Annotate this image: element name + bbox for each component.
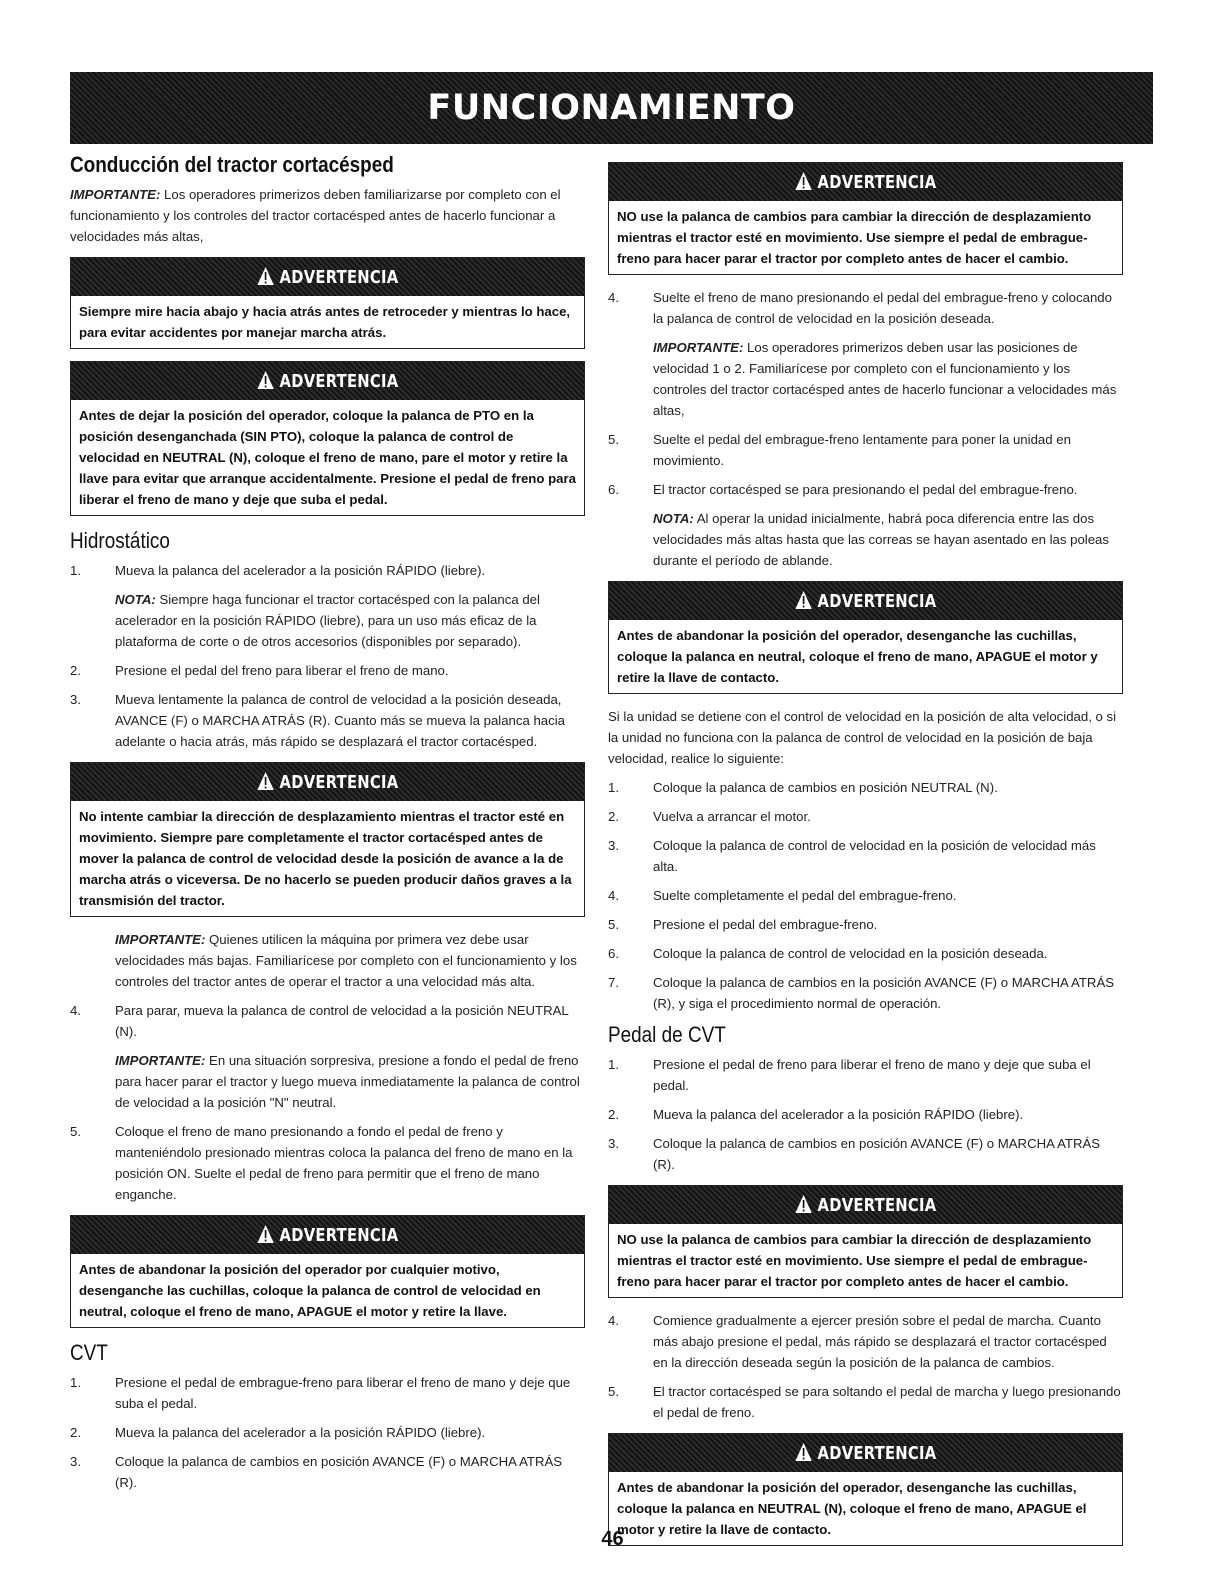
warning-header bbox=[609, 582, 1122, 620]
step-text: Presione el pedal de embrague-freno para liberar el freno de mano y deje que suba el pedal. bbox=[115, 1375, 571, 1411]
important-keyword: IMPORTANTE: bbox=[653, 340, 744, 355]
warning-title: ADVERTENCIA bbox=[279, 772, 399, 793]
warning-title: ADVERTENCIA bbox=[817, 1443, 937, 1464]
warning-title: ADVERTENCIA bbox=[817, 172, 937, 193]
step-text: Presione el pedal de freno para liberar el freno de mano y deje que suba el pedal. bbox=[653, 1057, 1091, 1093]
list-item: 1. Presione el pedal de freno para liberar el freno de mano y deje que suba el pedal. bbox=[608, 1054, 1123, 1096]
warning-title: ADVERTENCIA bbox=[817, 1195, 937, 1216]
note-text: Siempre haga funcionar el tractor cortacésped con la palanca del acelerador en la posición RÁPIDO (liebre), para un uso más eficaz de la plataforma de corte o de otros accesorios (disponibles por separado). bbox=[115, 592, 540, 649]
intro-text: Los operadores primerizos deben familiarizarse por completo con el funcionamiento y los controles del tractor cortacésped antes de hacerlo funcionar a velocidades más altas, bbox=[70, 187, 561, 244]
step-text: Mueva la palanca del acelerador a la posición RÁPIDO (liebre). bbox=[115, 563, 486, 578]
warning-header bbox=[71, 258, 584, 296]
warning-triangle-icon bbox=[257, 771, 275, 791]
note-text: Al operar la unidad inicialmente, habrá poca diferencia entre las dos velocidades más altas hasta que las correas se hayan asentado en las poleas durante el período de ablande. bbox=[653, 511, 1109, 568]
important-keyword: IMPORTANTE: bbox=[115, 1053, 206, 1068]
troubleshoot-paragraph: Si la unidad se detiene con el control de velocidad en la posición de alta velocidad, o si la unidad no funciona con la palanca de control de velocidad en la posición de baja velocidad, realice lo siguiente: bbox=[608, 709, 1117, 766]
warning-text: NO use la palanca de cambios para cambiar la dirección de desplazamiento mientras el tractor esté en movimiento. Use siempre el pedal de embrague-freno para hacer parar el tractor por completo antes de hacer el cambio. bbox=[617, 209, 1092, 266]
step-text: El tractor cortacésped se para soltando el pedal de marcha y luego presionando el pedal de freno. bbox=[653, 1384, 1121, 1420]
important-text: Los operadores primerizos deben usar las posiciones de velocidad 1 o 2. Familiarícese por completo con el funcionamiento y los controles del tractor cortacésped antes de hacerlo funcionar a velocidades más altas, bbox=[653, 340, 1117, 418]
list-item: 4. Suelte el freno de mano presionando el pedal del embrague-freno y colocando la palanca de control de velocidad en la posición deseada. bbox=[608, 287, 1123, 329]
step-text: Suelte el freno de mano presionando el pedal del embrague-freno y colocando la palanca de control de velocidad en la posición deseada. bbox=[653, 290, 1112, 326]
step-text: Coloque la palanca de cambios en la posición AVANCE (F) o MARCHA ATRÁS (R), y siga el procedimiento normal de operación. bbox=[653, 975, 1115, 1011]
warning-header bbox=[71, 763, 584, 801]
important-text: En una situación sorpresiva, presione a fondo el pedal de freno para hacer parar el tractor y luego mueva inmediatamente la palanca de control de velocidad a la posición "N" neutral. bbox=[115, 1053, 580, 1110]
warning-title: ADVERTENCIA bbox=[279, 267, 399, 288]
list-item: 4. Para parar, mueva la palanca de control de velocidad a la posición NEUTRAL (N). bbox=[70, 1000, 585, 1042]
important-text: Quienes utilicen la máquina por primera vez debe usar velocidades más bajas. Familiarícese por completo con el funcionamiento y los controles del tractor antes de operar el tractor a una velocidad más alta. bbox=[115, 932, 577, 989]
warning-header bbox=[609, 1186, 1122, 1224]
warning-text: Antes de abandonar la posición del operador, desenganche las cuchillas, coloque la palanca en neutral, coloque el freno de mano, APAGUE el motor y retire la llave de contacto. bbox=[617, 628, 1098, 685]
page-number: 46 bbox=[601, 1528, 624, 1550]
section-title-cvt: CVT bbox=[70, 1340, 108, 1365]
list-item: 2. Presione el pedal del freno para liberar el freno de mano. bbox=[70, 660, 585, 681]
warning-header bbox=[609, 163, 1122, 201]
page-header-title: FUNCIONAMIENTO bbox=[427, 88, 796, 128]
warning-box bbox=[70, 257, 585, 349]
warning-box bbox=[608, 581, 1123, 694]
section-title-hidrostatico: Hidrostático bbox=[70, 528, 170, 553]
list-item: 6. Coloque la palanca de control de velocidad en la posición deseada. bbox=[608, 943, 1123, 964]
warning-text: Antes de abandonar la posición del operador por cualquier motivo, desenganche las cuchillas, coloque la palanca de control de velocidad en neutral, coloque el freno de mano, APAGUE el motor y retire la llave. bbox=[79, 1262, 541, 1319]
list-item: 3. Mueva lentamente la palanca de control de velocidad a la posición deseada, AVANCE (F) o MARCHA ATRÁS (R). Cuanto más se mueva la palanca hacia adelante o hacia atrás, más rápido se desplazará el tractor cortacésped. bbox=[70, 689, 585, 752]
list-item: 1. Coloque la palanca de cambios en posición NEUTRAL (N). bbox=[608, 777, 1123, 798]
important-keyword: IMPORTANTE: bbox=[70, 187, 161, 202]
note-paragraph bbox=[115, 589, 585, 652]
warning-header bbox=[71, 362, 584, 400]
intro-paragraph bbox=[70, 184, 585, 247]
warning-text: No intente cambiar la dirección de desplazamiento mientras el tractor esté en movimiento. Siempre pare completamente el tractor cortacésped antes de mover la palanca de control de velocidad desde la posición de avance a la de marcha atrás o viceversa. De no hacerlo se pueden producir daños graves a la transmisión del tractor. bbox=[79, 809, 572, 908]
list-item: 1. Presione el pedal de embrague-freno para liberar el freno de mano y deje que suba el pedal. bbox=[70, 1372, 585, 1414]
step-text: Coloque la palanca de control de velocidad en la posición deseada. bbox=[653, 946, 1048, 961]
step-text: Coloque la palanca de cambios en posición NEUTRAL (N). bbox=[653, 780, 998, 795]
list-item: 2. Mueva la palanca del acelerador a la posición RÁPIDO (liebre). bbox=[70, 1422, 585, 1443]
step-text: Mueva la palanca del acelerador a la posición RÁPIDO (liebre). bbox=[653, 1107, 1024, 1122]
warning-box bbox=[70, 1215, 585, 1328]
step-text: Coloque la palanca de cambios en posición AVANCE (F) o MARCHA ATRÁS (R). bbox=[115, 1454, 563, 1490]
list-item: 3. Coloque la palanca de cambios en posición AVANCE (F) o MARCHA ATRÁS (R). bbox=[608, 1133, 1123, 1175]
step-text: Mueva lentamente la palanca de control de velocidad a la posición deseada, AVANCE (F) o MARCHA ATRÁS (R). Cuanto más se mueva la palanca hacia adelante o hacia atrás, más rápido se desplazará el tractor cortacésped. bbox=[115, 692, 565, 749]
section-title-conduccion: Conducción del tractor cortacésped bbox=[70, 152, 394, 177]
note-keyword: NOTA: bbox=[653, 511, 694, 526]
list-item: 4. Suelte completamente el pedal del embrague-freno. bbox=[608, 885, 1123, 906]
warning-text: NO use la palanca de cambios para cambiar la dirección de desplazamiento mientras el tractor esté en movimiento. Use siempre el pedal de embrague-freno para hacer parar el tractor por completo antes de hacer el cambio. bbox=[617, 1232, 1092, 1289]
warning-triangle-icon bbox=[257, 266, 275, 286]
warning-box bbox=[70, 762, 585, 917]
warning-title: ADVERTENCIA bbox=[817, 591, 937, 612]
list-item: 3. Coloque la palanca de cambios en posición AVANCE (F) o MARCHA ATRÁS (R). bbox=[70, 1451, 585, 1493]
warning-box bbox=[608, 162, 1123, 275]
list-item: 3. Coloque la palanca de control de velocidad en la posición de velocidad más alta. bbox=[608, 835, 1123, 877]
page-header-banner bbox=[70, 72, 1153, 144]
list-item: 7. Coloque la palanca de cambios en la posición AVANCE (F) o MARCHA ATRÁS (R), y siga el procedimiento normal de operación. bbox=[608, 972, 1123, 1014]
step-text: Suelte completamente el pedal del embrague-freno. bbox=[653, 888, 957, 903]
important-paragraph bbox=[653, 337, 1123, 421]
warning-triangle-icon bbox=[257, 1224, 275, 1244]
step-text: Comience gradualmente a ejercer presión sobre el pedal de marcha. Cuanto más abajo presione el pedal, más rápido se desplazará el tractor cortacésped en la dirección deseada según la posición de la palanca de cambios. bbox=[653, 1313, 1107, 1370]
warning-title: ADVERTENCIA bbox=[279, 371, 399, 392]
list-item: 6. El tractor cortacésped se para presionando el pedal del embrague-freno. bbox=[608, 479, 1123, 500]
section-title-pedal-cvt: Pedal de CVT bbox=[608, 1022, 726, 1047]
warning-triangle-icon bbox=[257, 370, 275, 390]
list-item: 2. Vuelva a arrancar el motor. bbox=[608, 806, 1123, 827]
step-text: Coloque la palanca de control de velocidad en la posición de velocidad más alta. bbox=[653, 838, 1096, 874]
warning-triangle-icon bbox=[795, 1442, 813, 1462]
list-item: 5. Presione el pedal del embrague-freno. bbox=[608, 914, 1123, 935]
right-column bbox=[608, 152, 1123, 1558]
list-item: 5. El tractor cortacésped se para soltando el pedal de marcha y luego presionando el pedal de freno. bbox=[608, 1381, 1123, 1423]
warning-text: Siempre mire hacia abajo y hacia atrás antes de retroceder y mientras lo hace, para evitar accidentes por manejar marcha atrás. bbox=[79, 304, 571, 340]
warning-title: ADVERTENCIA bbox=[279, 1225, 399, 1246]
step-text: Para parar, mueva la palanca de control de velocidad a la posición NEUTRAL (N). bbox=[115, 1003, 569, 1039]
list-item: 5. Suelte el pedal del embrague-freno lentamente para poner la unidad en movimiento. bbox=[608, 429, 1123, 471]
warning-triangle-icon bbox=[795, 171, 813, 191]
left-column bbox=[70, 152, 585, 1501]
step-text: Coloque la palanca de cambios en posición AVANCE (F) o MARCHA ATRÁS (R). bbox=[653, 1136, 1101, 1172]
list-item: 4. Comience gradualmente a ejercer presión sobre el pedal de marcha. Cuanto más abajo presione el pedal, más rápido se desplazará el tractor cortacésped en la dirección deseada según la posición de la palanca de cambios. bbox=[608, 1310, 1123, 1373]
step-text: Mueva la palanca del acelerador a la posición RÁPIDO (liebre). bbox=[115, 1425, 486, 1440]
step-text: Coloque el freno de mano presionando a fondo el pedal de freno y manteniéndolo presionado mientras coloca la palanca del freno de mano en la posición ON. Suelte el pedal de freno para permitir que el freno de mano enganche. bbox=[115, 1124, 573, 1202]
step-text: Suelte el pedal del embrague-freno lentamente para poner la unidad en movimiento. bbox=[653, 432, 1071, 468]
warning-box bbox=[608, 1185, 1123, 1298]
step-text: El tractor cortacésped se para presionando el pedal del embrague-freno. bbox=[653, 482, 1078, 497]
step-text: Vuelva a arrancar el motor. bbox=[653, 809, 811, 824]
warning-box bbox=[70, 361, 585, 516]
important-paragraph bbox=[115, 1050, 585, 1113]
important-paragraph bbox=[115, 929, 585, 992]
list-item: 1. Mueva la palanca del acelerador a la posición RÁPIDO (liebre). bbox=[70, 560, 585, 581]
list-item: 2. Mueva la palanca del acelerador a la posición RÁPIDO (liebre). bbox=[608, 1104, 1123, 1125]
note-paragraph bbox=[653, 508, 1123, 571]
list-item: 5. Coloque el freno de mano presionando a fondo el pedal de freno y manteniéndolo presionado mientras coloca la palanca del freno de mano en la posición ON. Suelte el pedal de freno para permitir que el freno de mano enganche. bbox=[70, 1121, 585, 1205]
warning-header bbox=[71, 1216, 584, 1254]
warning-triangle-icon bbox=[795, 590, 813, 610]
warning-header bbox=[609, 1434, 1122, 1472]
warning-text: Antes de dejar la posición del operador, coloque la palanca de PTO en la posición desenganchada (SIN PTO), coloque la palanca de control de velocidad en NEUTRAL (N), coloque el freno de mano, pare el motor y retire la llave para evitar que arranque accidentalmente. Presione el pedal de freno para liberar el freno de mano y deje que suba el pedal. bbox=[79, 408, 576, 507]
important-keyword: IMPORTANTE: bbox=[115, 932, 206, 947]
warning-triangle-icon bbox=[795, 1194, 813, 1214]
note-keyword: NOTA: bbox=[115, 592, 156, 607]
warning-text: Antes de abandonar la posición del operador, desenganche las cuchillas, coloque la palanca en NEUTRAL (N), coloque el freno de mano, APAGUE el motor y retire la llave de contacto. bbox=[617, 1480, 1087, 1537]
step-text: Presione el pedal del freno para liberar el freno de mano. bbox=[115, 663, 449, 678]
step-text: Presione el pedal del embrague-freno. bbox=[653, 917, 878, 932]
